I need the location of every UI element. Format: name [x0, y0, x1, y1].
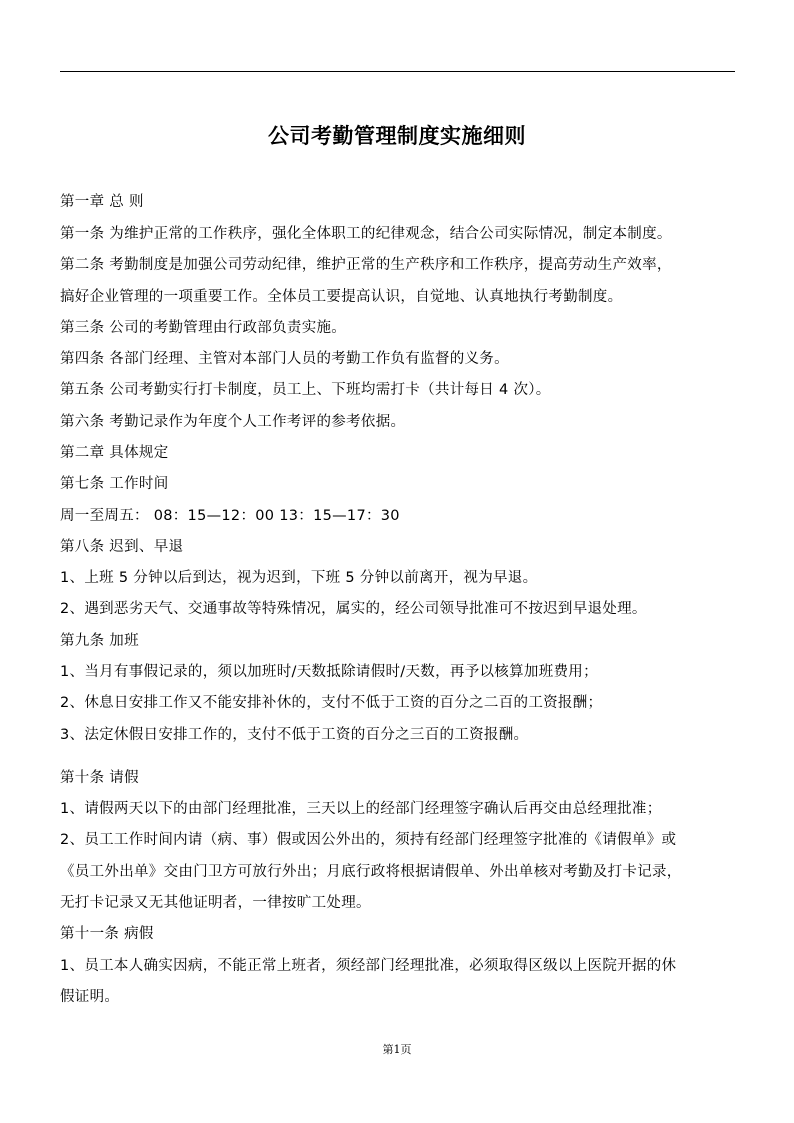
article-line: 第三条 公司的考勤管理由行政部负责实施。 — [60, 320, 347, 336]
article-line: 搞好企业管理的一项重要工作。全体员工要提高认识，自觉地、认真地执行考勤制度。 — [60, 289, 623, 305]
article-line: 2、休息日安排工作又不能安排补休的，支付不低于工资的百分之二百的工资报酬； — [60, 695, 603, 711]
article-line: 第一条 为维护正常的工作秩序，强化全体职工的纪律观念，结合公司实际情况，制定本制度。 — [60, 226, 672, 242]
chapter-heading: 第一章 总 则 — [60, 194, 144, 210]
article-line: 第五条 公司考勤实行打卡制度，员工上、下班均需打卡（共计每日 4 次）。 — [60, 382, 551, 398]
article-line: 假证明。 — [60, 989, 120, 1005]
article-line: 周一至周五： 08：15—12：00 13：15—17：30 — [60, 508, 400, 524]
page-number: 第1页 — [382, 1043, 412, 1056]
article-line: 《员工外出单》交由门卫方可放行外出；月底行政将根据请假单、外出单核对考勤及打卡记录， — [60, 864, 682, 880]
article-line: 第九条 加班 — [60, 633, 139, 649]
article-line: 3、法定休假日安排工作的，支付不低于工资的百分之三百的工资报酬。 — [60, 727, 529, 743]
header-rule — [60, 71, 735, 72]
document-title: 公司考勤管理制度实施细则 — [268, 124, 526, 148]
chapter-heading: 第二章 具体规定 — [60, 445, 169, 461]
article-line: 2、员工工作时间内请（病、事）假或因公外出的，须持有经部门经理签字批准的《请假单》或 — [60, 832, 677, 848]
article-line: 第二条 考勤制度是加强公司劳动纪律，维护正常的生产秩序和工作秩序，提高劳动生产效率， — [60, 257, 672, 273]
article-line: 第十条 请假 — [60, 770, 139, 786]
article-line: 第八条 迟到、早退 — [60, 539, 184, 555]
article-line: 第十一条 病假 — [60, 926, 154, 942]
article-line: 2、遇到恶劣天气、交通事故等特殊情况，属实的，经公司领导批准可不按迟到早退处理。 — [60, 601, 647, 617]
article-line: 第四条 各部门经理、主管对本部门人员的考勤工作负有监督的义务。 — [60, 351, 509, 367]
article-line: 1、当月有事假记录的，须以加班时/天数抵除请假时/天数，再予以核算加班费用； — [60, 664, 598, 680]
article-line: 第六条 考勤记录作为年度个人工作考评的参考依据。 — [60, 414, 406, 430]
article-line: 无打卡记录又无其他证明者，一律按旷工处理。 — [60, 895, 371, 911]
article-line: 1、上班 5 分钟以后到达，视为迟到，下班 5 分钟以前离开，视为早退。 — [60, 570, 538, 586]
article-line: 1、员工本人确实因病，不能正常上班者，须经部门经理批准，必须取得区级以上医院开据的休 — [60, 958, 677, 974]
article-line: 1、请假两天以下的由部门经理批准，三天以上的经部门经理签字确认后再交由总经理批准； — [60, 801, 662, 817]
article-line: 第七条 工作时间 — [60, 476, 169, 492]
